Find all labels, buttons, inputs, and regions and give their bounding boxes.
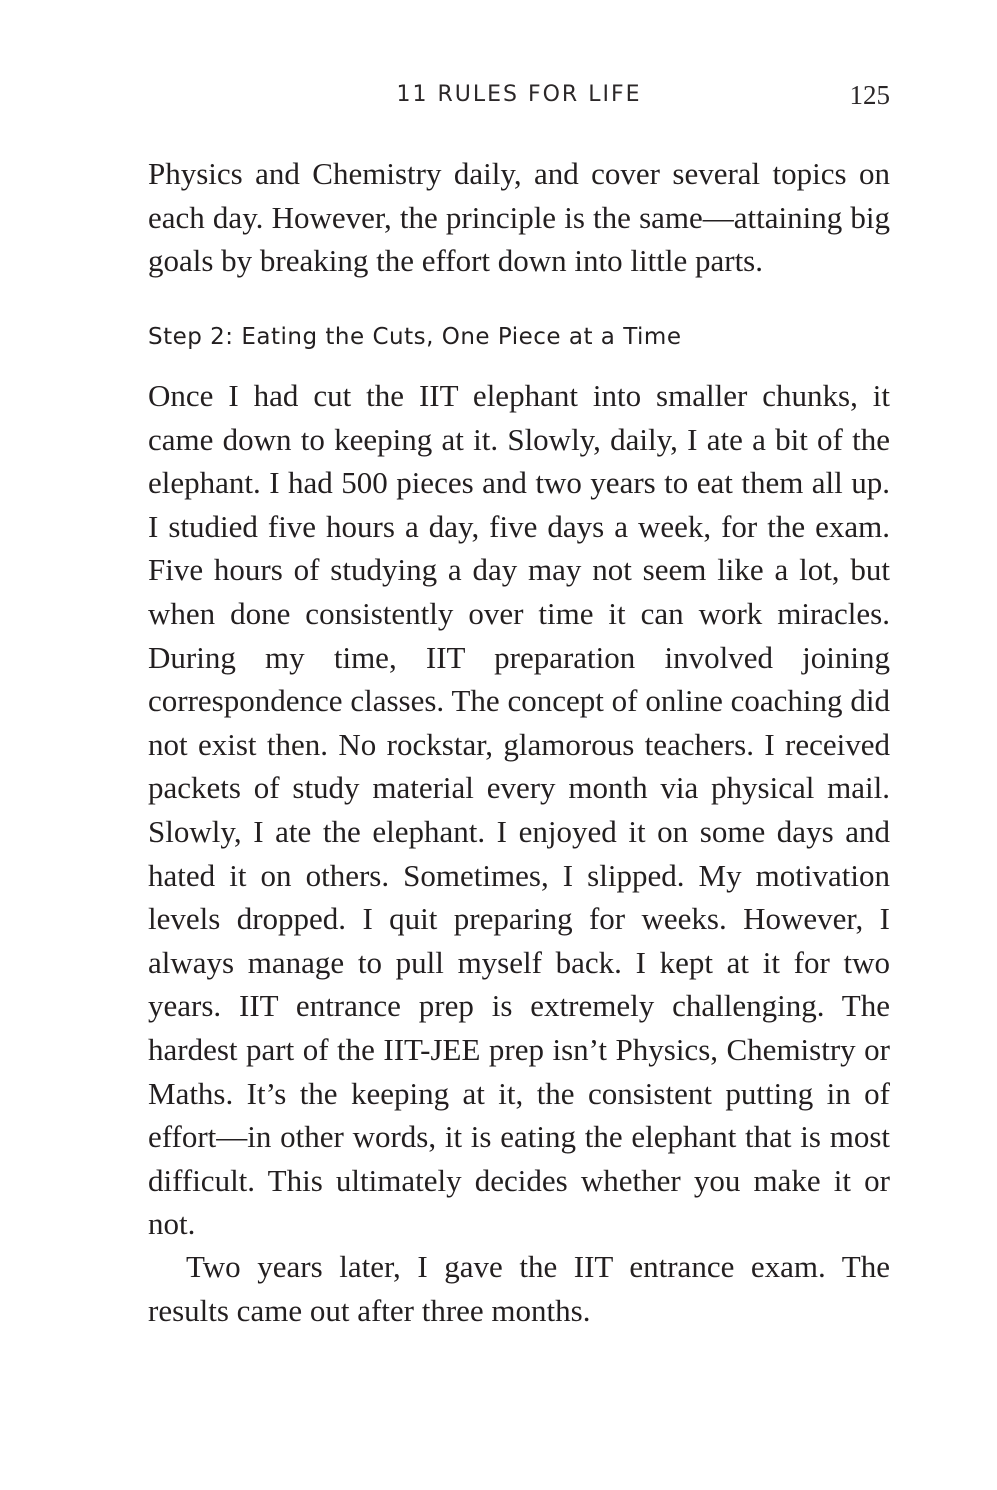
main-paragraph [148,374,890,1246]
main-text: Once I had cut the IIT elephant into smaller chunks, it came down to keeping at it. Slowly, daily, I ate a bit of the elephant. I had 500 pieces and two years to eat them all up. I studied five hours a day, five days a week, for the exam. Five hours of studying a day may not seem like a lot, but when done consistently over time it can work miracles. During my time, IIT preparation involved joining correspondence classes. The concept of online coaching did not exist then. No rockstar, glamorous teachers. I received packets of study material every month via physical mail. Slowly, I ate the elephant. I enjoyed it on some days and hated it on others. Sometimes, I slipped. My motivation levels dropped. I quit preparing for weeks. However, I always manage to pull myself back. I kept at it for two years. IIT entrance prep is extremely challenging. The hardest part of the IIT-JEE prep isn’t Physics, Chemistry or Maths. It’s the keeping at it, the consistent putting in of effort—in other words, it is eating the elephant that is most difficult. This ultimately decides whether you make it or not. [148,378,890,1242]
running-head [148,78,890,112]
continuation-paragraph [148,152,890,283]
closing-text: Two years later, I gave the IIT entrance exam. The results came out after three months. [148,1249,890,1328]
section-subheading: Step 2: Eating the Cuts, One Piece at a Time [148,324,682,350]
page-number: 125 [849,80,890,110]
running-title: 11 RULES FOR LIFE [396,82,642,107]
closing-paragraph [148,1245,890,1332]
continuation-text: Physics and Chemistry daily, and cover several topics on each day. However, the principle is the same—attaining big goals by breaking the effort down into little parts. [148,156,890,279]
